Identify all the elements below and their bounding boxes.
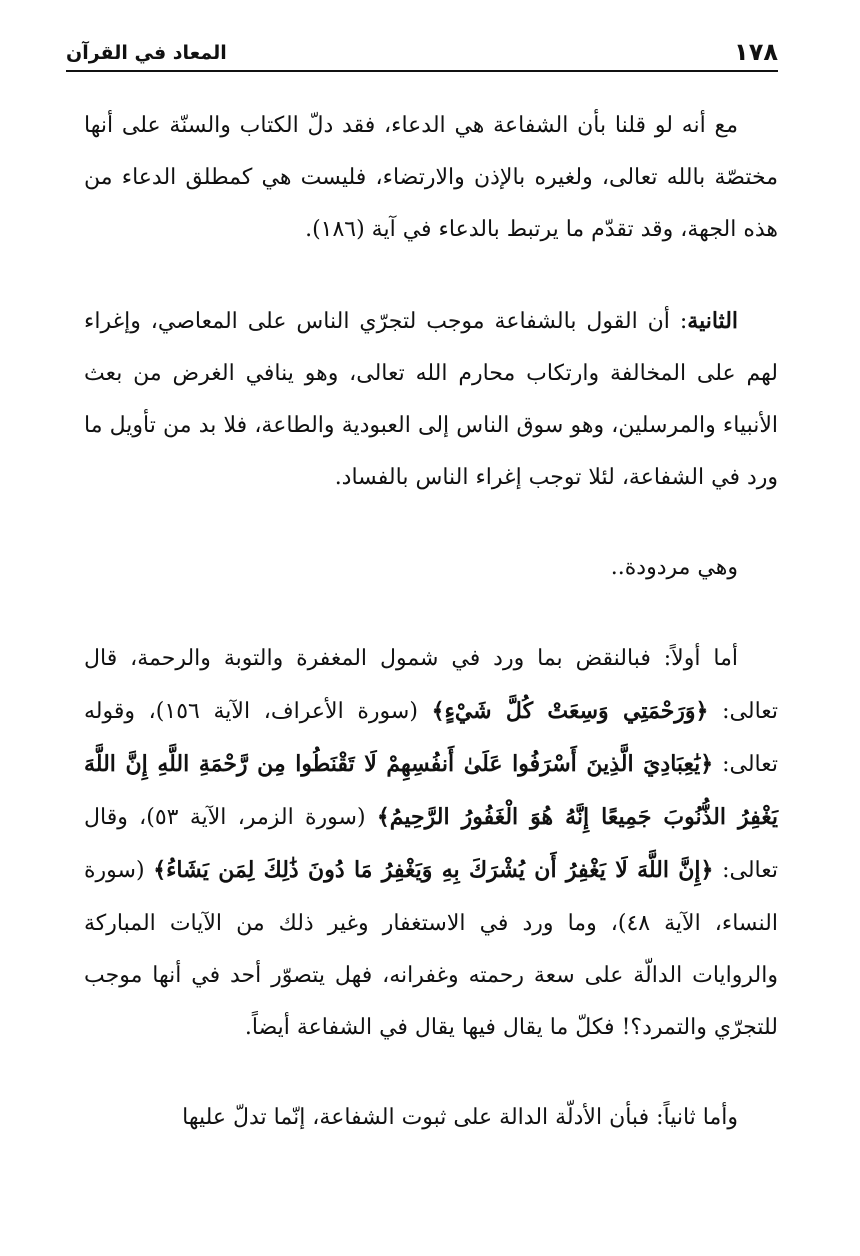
paragraph-rebuttal-intro	[84, 542, 778, 594]
paragraph-second-objection	[84, 295, 778, 505]
verse-reference: (سورة النساء، الآية ٤٨)، وما ورد في الاستغفار وغير ذلك من الآيات المباركة والروايات الدالّة على سعة رحمته وغفرانه، فهل يتصوّر أحد في أنها موجب للتجرّي والتمرد؟! فكلّ ما يقال فيها يقال في الشفاعة أيضاً.	[84, 858, 778, 1041]
paragraph-second-rebuttal	[84, 1092, 778, 1144]
paragraph-text: : أن القول بالشفاعة موجب لتجرّي الناس على المعاصي، وإغراء لهم على المخالفة وارتكاب محارم الله تعالى، وهو ينافي الغرض من بعث الأنبياء والمرسلين، وهو سوق الناس إلى العبودية والطاعة، فلا بد من تأويل ما ورد في الشفاعة، لئلا توجب إغراء الناس بالفساد.	[84, 308, 778, 491]
paragraph-text: أما أولاً: فبالنقض بما ورد في شمول المغفرة والتوبة والرحمة، قال تعالى:	[84, 645, 779, 724]
quran-verse: ﴿يَٰعِبَادِيَ الَّذِينَ أَسْرَفُوا عَلَىٰ أَنفُسِهِمْ لَا تَقْنَطُوا مِن رَّحْمَةِ اللَّهِ إِنَّ اللَّهَ يَغْفِرُ الذُّنُوبَ جَمِيعًا إِنَّهُ هُوَ الْغَفُورُ الرَّحِيمُ﴾	[84, 751, 778, 831]
paragraph-text: وأما ثانياً: فبأن الأدلّة الدالة على ثبوت الشفاعة، إنّما تدلّ عليها	[182, 1105, 738, 1131]
verse-reference: (سورة الزمر، الآية ٥٣)، وقال تعالى:	[84, 805, 778, 884]
page-number: ١٧٨	[734, 38, 778, 66]
paragraph-text: وهي مردودة..	[610, 555, 738, 581]
paragraph-text: مع أنه لو قلنا بأن الشفاعة هي الدعاء، فقد دلّ الكتاب والسنّة على أنها مختصّة بالله تعالى، ولغيره بالإذن والارتضاء، فليست هي كمطلق الدعاء من هذه الجهة، وقد تقدّم ما يرتبط بالدعاء في آية (١٨٦).	[84, 113, 778, 243]
book-title: المعاد في القرآن	[66, 42, 227, 64]
quran-verse: ﴿وَرَحْمَتِي وَسِعَتْ كُلَّ شَيْءٍ﴾	[431, 697, 709, 724]
quran-verse: ﴿إِنَّ اللَّهَ لَا يَغْفِرُ أَن يُشْرَكَ بِهِ وَيَغْفِرُ مَا دُونَ ذَٰلِكَ لِمَن يَشَاءُ﴾	[153, 857, 714, 884]
paragraph-first-rebuttal	[84, 633, 778, 1055]
objection-label: الثانية	[687, 307, 739, 334]
verse-reference: (سورة الأعراف، الآية ١٥٦)، وقوله تعالى:	[84, 698, 778, 778]
paragraph-intercession-as-prayer	[84, 100, 778, 257]
running-header	[66, 30, 778, 72]
body-text	[84, 100, 778, 1144]
